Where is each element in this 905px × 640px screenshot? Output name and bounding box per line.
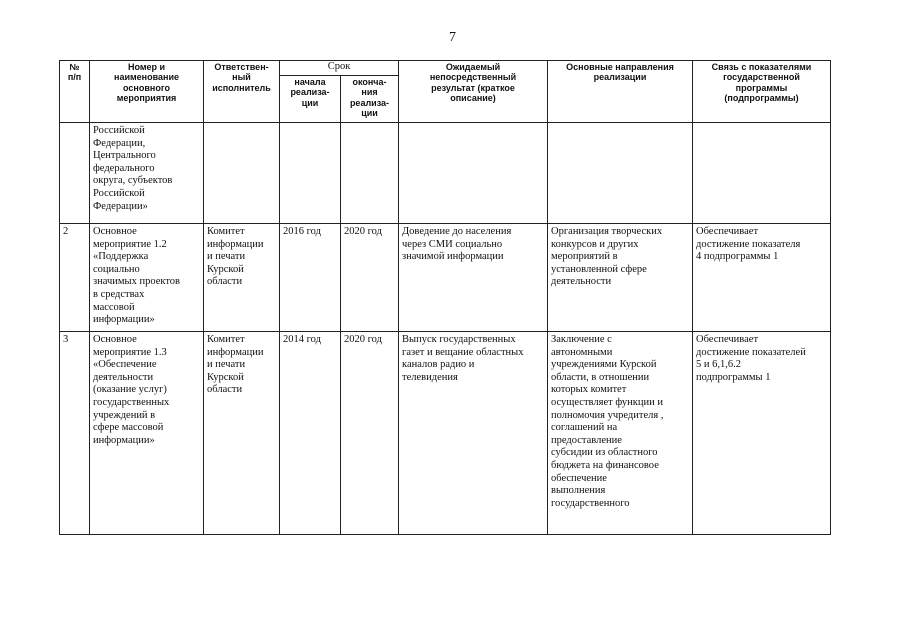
cell-name: Российской Федерации, Центрального федерального округа, субъектов Российской Федерации» xyxy=(90,123,204,224)
header-row-top xyxy=(60,61,831,76)
header-result: Ожидаемый непосредственный результат (краткое описание) xyxy=(399,61,548,123)
header-executor: Ответствен- ный исполнитель xyxy=(204,61,280,123)
header-term: Срок xyxy=(280,61,399,76)
cell-name: Основное мероприятие 1.3 «Обеспечение деятельности (оказание услуг) государственных учреждений в сфере массовой информации» xyxy=(90,332,204,535)
table-row xyxy=(60,123,831,224)
cell-result: Доведение до населения через СМИ социально значимой информации xyxy=(399,224,548,332)
cell-indicators xyxy=(693,123,831,224)
cell-indicators: Обеспечивает достижение показателей 5 и 6,1,6.2 подпрограммы 1 xyxy=(693,332,831,535)
cell-end: 2020 год xyxy=(341,332,399,535)
cell-name: Основное мероприятие 1.2 «Поддержка социально значимых проектов в средствах массовой информации» xyxy=(90,224,204,332)
cell-directions: Заключение с автономными учреждениями Курской области, в отношении которых комитет осуществляет функции и полномочия учредителя , соглашений на предоставление субсидии из областного бюджета на финансовое обеспечение выполнения государственного xyxy=(548,332,693,535)
cell-start: 2014 год xyxy=(280,332,341,535)
cell-start xyxy=(280,123,341,224)
header-num: № п/п xyxy=(60,61,90,123)
cell-executor: Комитет информации и печати Курской области xyxy=(204,224,280,332)
cell-num: 3 xyxy=(60,332,90,535)
header-indicators: Связь с показателями государственной программы (подпрограммы) xyxy=(693,61,831,123)
cell-num: 2 xyxy=(60,224,90,332)
cell-start: 2016 год xyxy=(280,224,341,332)
cell-executor xyxy=(204,123,280,224)
header-name: Номер и наименование основного мероприятия xyxy=(90,61,204,123)
cell-directions: Организация творческих конкурсов и других мероприятий в установленной сфере деятельности xyxy=(548,224,693,332)
cell-result xyxy=(399,123,548,224)
table-row xyxy=(60,332,831,535)
cell-indicators: Обеспечивает достижение показателя 4 подпрограммы 1 xyxy=(693,224,831,332)
cell-executor: Комитет информации и печати Курской области xyxy=(204,332,280,535)
header-end: оконча- ния реализа- ции xyxy=(341,76,399,123)
table-row xyxy=(60,224,831,332)
cell-result: Выпуск государственных газет и вещание областных каналов радио и телевидения xyxy=(399,332,548,535)
header-directions: Основные направления реализации xyxy=(548,61,693,123)
page-number: 7 xyxy=(449,30,456,45)
plan-table xyxy=(59,60,831,535)
cell-end xyxy=(341,123,399,224)
cell-directions xyxy=(548,123,693,224)
cell-num xyxy=(60,123,90,224)
header-start: начала реализа- ции xyxy=(280,76,341,123)
cell-end: 2020 год xyxy=(341,224,399,332)
